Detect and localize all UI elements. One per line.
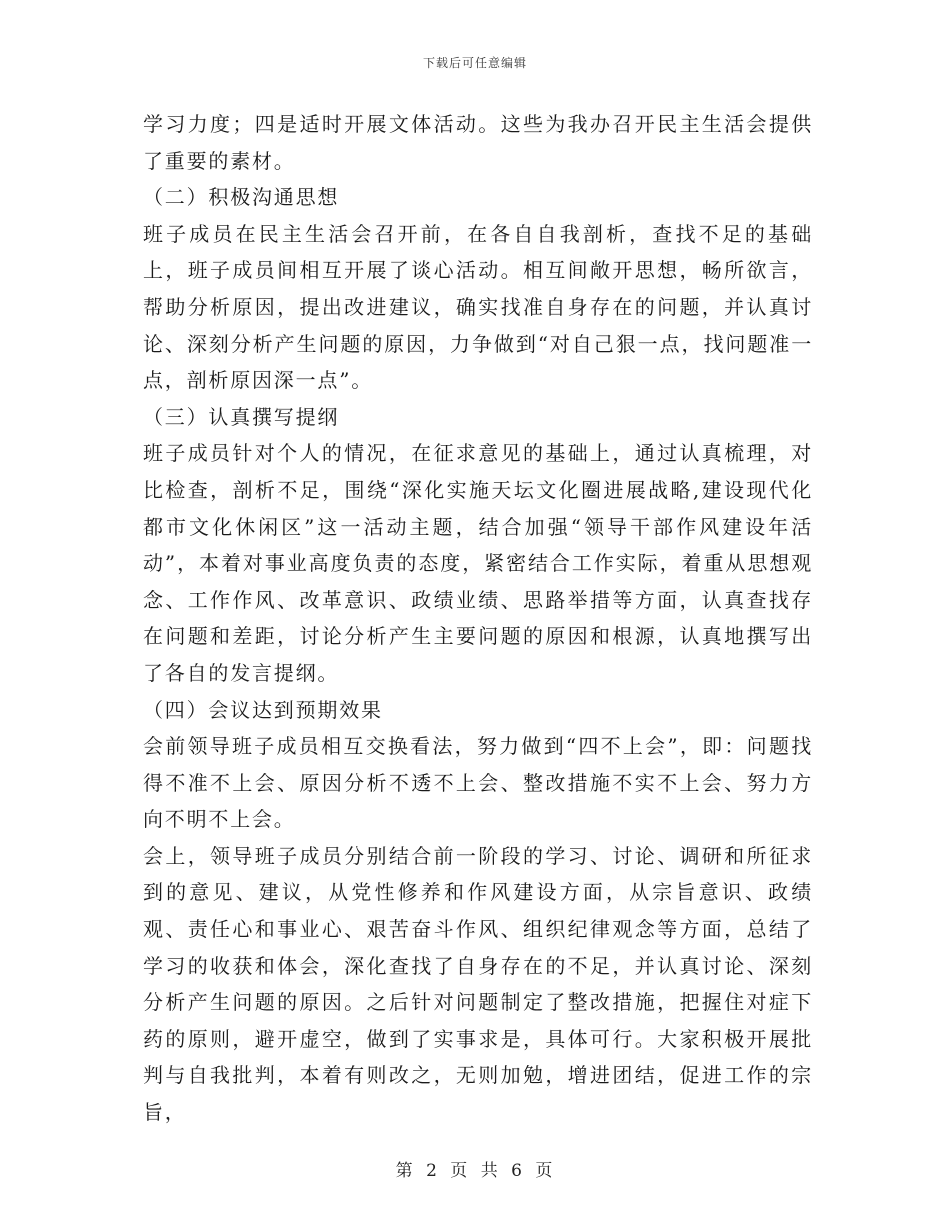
paragraph-during-meeting: 会上，领导班子成员分别结合前一阶段的学习、讨论、调研和所征求到的意见、建议，从党性修养和作风建设方面，从宗旨意识、政绩观、责任心和事业心、艰苦奋斗作风、组织纪律观念等方面，总结了学习的收获和体会，深化查找了自身存在的不足，并认真讨论、深刻分析产生问题的原因。之后针对问题制定了整改措施，把握住对症下药的原则，避开虚空，做到了实事求是，具体可行。大家积极开展批判与自我批判，本着有则改之，无则加勉，增进团结，促进工作的宗旨，: [143, 843, 813, 1125]
section-heading-meeting-results: （四）会议达到预期效果: [143, 697, 383, 722]
paragraph-pre-meeting: 会前领导班子成员相互交换看法，努力做到“四不上会”，即：问题找得不准不上会、原因分析不透不上会、整改措施不实不上会、努力方向不明不上会。: [143, 734, 813, 832]
page-footer: [0, 1156, 950, 1181]
paragraph-outline: 班子成员针对个人的情况，在征求意见的基础上，通过认真梳理，对比检查，剖析不足，围绕“深化实施天坛文化圈进展战略,建设现代化都市文化休闲区”这一活动主题，结合加强“领导干部作风建设年活动”，本着对事业高度负责的态度，紧密结合工作实际，着重从思想观念、工作作风、改革意识、政绩业绩、思路举措等方面，认真查找存在问题和差距，讨论分析产生主要问题的原因和根源，认真地撰写出了各自的发言提纲。: [143, 441, 813, 685]
paragraph-study-intensity: 学习力度；四是适时开展文体活动。这些为我办召开民主生活会提供了重要的素材。: [143, 112, 813, 173]
document-body: [143, 106, 813, 1131]
paragraph-communication: 班子成员在民主生活会召开前，在各自自我剖析，查找不足的基础上，班子成员间相互开展了谈心活动。相互间敞开思想，畅所欲言，帮助分析原因，提出改进建议，确实找准自身存在的问题，并认真讨论、深刻分析产生问题的原因，力争做到“对自己狠一点，找问题准一点，剖析原因深一点”。: [143, 221, 813, 393]
footer-label-unit-2: 页: [535, 1161, 555, 1181]
footer-current-page: 2: [426, 1161, 439, 1181]
footer-label-total: 共: [480, 1161, 500, 1181]
footer-label-unit: 页: [450, 1161, 470, 1181]
section-heading-communication: （二）积极沟通思想: [143, 185, 340, 210]
footer-label-page: 第: [395, 1161, 415, 1181]
section-heading-outline: （三）认真撰写提纲: [143, 404, 340, 429]
footer-total-pages: 6: [511, 1161, 524, 1181]
page-header: 下载后可任意编辑: [422, 56, 527, 70]
